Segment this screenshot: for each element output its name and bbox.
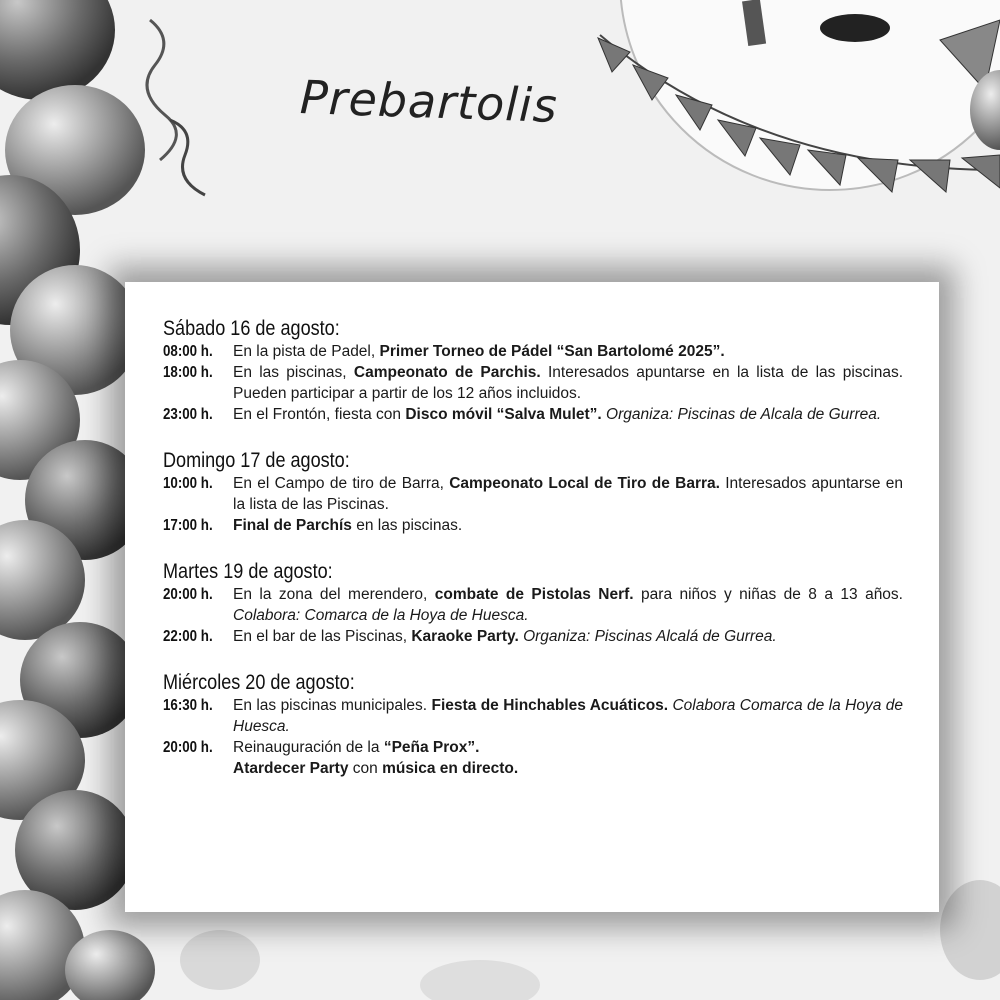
event-row	[163, 515, 903, 536]
event-text: con	[348, 760, 383, 777]
event-text: En la zona del merendero,	[233, 586, 435, 603]
event-organizer: Colabora: Comarca de la Hoya de Huesca.	[233, 607, 529, 624]
event-row	[163, 362, 903, 404]
day-heading: Miércoles 20 de agosto:	[163, 671, 355, 694]
event-time: 17:00 h.	[163, 517, 213, 534]
event-description	[233, 695, 903, 737]
schedule-content	[163, 316, 903, 802]
event-row	[163, 473, 903, 515]
day-heading: Domingo 17 de agosto:	[163, 449, 350, 472]
event-text: En el Campo de tiro de Barra,	[233, 475, 450, 492]
event-row	[163, 737, 903, 779]
event-organizer: Organiza: Piscinas Alcalá de Gurrea.	[518, 628, 777, 645]
event-description	[233, 341, 903, 362]
event-text: para niños y niñas de 8 a 13 años.	[633, 586, 903, 603]
event-description	[233, 737, 903, 779]
event-row	[163, 695, 903, 737]
event-highlight: Karaoke Party.	[411, 628, 519, 645]
event-description	[233, 626, 903, 647]
event-description	[233, 473, 903, 515]
event-description	[233, 404, 903, 425]
event-time: 20:00 h.	[163, 739, 213, 756]
event-highlight: “Peña Prox”.	[383, 739, 480, 756]
event-row	[163, 584, 903, 626]
event-text: Interesados apuntarse en la lista de las piscinas. Pueden participar a partir de los 12 años incluidos.	[233, 364, 904, 402]
event-highlight: Campeonato Local de Tiro de Barra.	[449, 475, 720, 492]
event-description	[233, 515, 903, 536]
event-text: Interesados apuntarse en la lista de las Piscinas.	[233, 475, 903, 513]
event-text: Reinauguración de la	[233, 739, 384, 756]
event-description	[233, 584, 903, 626]
event-highlight: música en directo.	[382, 760, 519, 777]
event-row	[163, 341, 903, 362]
event-time: 20:00 h.	[163, 586, 213, 603]
day-heading: Sábado 16 de agosto:	[163, 317, 340, 340]
event-highlight: Atardecer Party	[233, 760, 349, 777]
event-text: En las piscinas municipales.	[233, 697, 432, 714]
day-section	[163, 316, 903, 425]
event-text: En el bar de las Piscinas,	[233, 628, 412, 645]
event-highlight: Primer Torneo de Pádel “San Bartolomé 2025”.	[379, 343, 725, 360]
event-time: 22:00 h.	[163, 628, 213, 645]
event-description	[233, 362, 903, 404]
event-time: 18:00 h.	[163, 364, 213, 381]
event-highlight: Campeonato de Parchis.	[353, 364, 541, 381]
event-time: 16:30 h.	[163, 697, 213, 714]
event-highlight: Final de Parchís	[233, 517, 352, 534]
event-time: 10:00 h.	[163, 475, 213, 492]
event-highlight: Fiesta de Hinchables Acuáticos.	[431, 697, 669, 714]
event-organizer: Organiza: Piscinas de Alcala de Gurrea.	[601, 406, 882, 423]
event-text: En el Frontón, fiesta con	[233, 406, 406, 423]
day-section	[163, 559, 903, 647]
event-text: En las piscinas,	[233, 364, 354, 381]
schedule-card	[125, 282, 939, 912]
day-section	[163, 448, 903, 536]
event-time: 23:00 h.	[163, 406, 213, 423]
event-row	[163, 404, 903, 425]
day-heading: Martes 19 de agosto:	[163, 560, 333, 583]
event-highlight: combate de Pistolas Nerf.	[434, 586, 634, 603]
event-text: en las piscinas.	[351, 517, 463, 534]
party-decoration-top-right	[598, 0, 1000, 192]
day-section	[163, 670, 903, 779]
event-time: 08:00 h.	[163, 343, 213, 360]
event-organizer: Colabora Comarca de la Hoya de Huesca.	[233, 697, 903, 735]
page-title: Prebartolis	[299, 70, 559, 133]
event-highlight: Disco móvil “Salva Mulet”.	[405, 406, 602, 423]
event-text: En la pista de Padel,	[233, 343, 380, 360]
event-row	[163, 626, 903, 647]
